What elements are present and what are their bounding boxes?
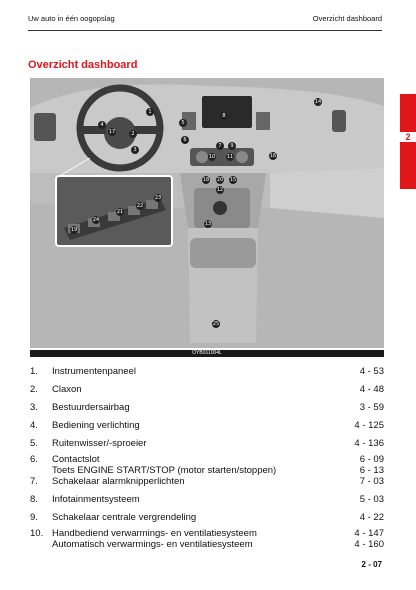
callout-22 <box>136 202 144 210</box>
item-page: 3 - 59 <box>359 402 384 413</box>
callout-4-label: 4 <box>100 122 104 128</box>
item-page-line2: 6 - 13 <box>359 465 384 476</box>
gear-knob <box>213 201 227 215</box>
item-number: 5. <box>30 438 38 449</box>
page-header-right: Overzicht dashboard <box>312 14 382 23</box>
item-label: Bestuurdersairbag <box>52 402 130 413</box>
item-page: 7 - 03 <box>359 476 384 487</box>
callout-7 <box>216 142 224 150</box>
callout-6 <box>181 136 189 144</box>
item-page: 4 - 22 <box>359 512 384 523</box>
climate-knob-right <box>236 151 248 163</box>
item-page: 4 - 136 <box>354 438 384 449</box>
callout-7-label: 7 <box>218 143 222 149</box>
callout-8-label: 8 <box>222 113 226 119</box>
callout-22-label: 22 <box>136 203 144 209</box>
callout-6-label: 6 <box>183 137 187 143</box>
callout-9-label: 9 <box>230 143 234 149</box>
center-vent-right <box>256 112 270 130</box>
callout-2 <box>129 130 137 138</box>
callout-13-label: 13 <box>204 221 212 227</box>
steering-spoke-right <box>134 126 158 134</box>
callout-18 <box>202 176 210 184</box>
callout-21 <box>116 208 124 216</box>
climate-knob-left <box>196 151 208 163</box>
callout-5-label: 5 <box>181 120 185 126</box>
item-page-line2: 4 - 160 <box>354 539 384 550</box>
callout-2-label: 2 <box>131 131 135 137</box>
item-label: Infotainmentsysteem <box>52 494 140 505</box>
callout-21-label: 21 <box>116 209 124 215</box>
callout-10-label: 10 <box>208 154 216 160</box>
page-header-left: Uw auto in één oogopslag <box>28 14 115 23</box>
callout-3-label: 3 <box>133 147 137 153</box>
callout-12 <box>216 186 224 194</box>
callout-18-label: 18 <box>202 177 210 183</box>
figure-caption: OYB011004L <box>30 350 384 357</box>
right-air-vent <box>332 110 346 132</box>
item-label-line1: Handbediend verwarmings- en ventilatiesysteem <box>52 528 257 539</box>
callout-19 <box>70 226 78 234</box>
callout-1-label: 1 <box>148 109 152 115</box>
item-label-line2: Toets ENGINE START/STOP (motor starten/stoppen) <box>52 465 277 476</box>
item-label: Ruitenwisser/-sproeier <box>52 438 147 449</box>
callout-20-label: 20 <box>216 177 224 183</box>
callout-23-label: 23 <box>154 195 162 201</box>
item-label: Schakelaar alarmknipperlichten <box>52 476 185 487</box>
callout-1 <box>146 108 154 116</box>
callout-23 <box>154 194 162 202</box>
callout-11-label: 11 <box>226 154 234 160</box>
item-page: 5 - 03 <box>359 494 384 505</box>
item-number: 1. <box>30 366 38 377</box>
callout-16-label: 16 <box>269 153 277 159</box>
section-title: Overzicht dashboard <box>28 59 138 71</box>
item-label: Bediening verlichting <box>52 420 140 431</box>
item-label-line1: Contactslot <box>52 454 100 465</box>
callout-15 <box>229 176 237 184</box>
callout-3 <box>131 146 139 154</box>
dashboard-drawing <box>30 78 384 348</box>
item-label: Instrumentenpaneel <box>52 366 136 377</box>
callout-9 <box>228 142 236 150</box>
armrest-top <box>190 238 256 268</box>
callout-16 <box>269 152 277 160</box>
callout-24 <box>92 216 100 224</box>
callout-10 <box>208 153 216 161</box>
header-rule <box>28 30 382 31</box>
item-page-line1: 4 - 147 <box>354 528 384 539</box>
item-number: 3. <box>30 402 38 413</box>
left-air-vent <box>34 113 56 141</box>
item-number: 4. <box>30 420 38 431</box>
item-label: Schakelaar centrale vergrendeling <box>52 512 197 523</box>
item-number: 6. <box>30 454 38 465</box>
callout-24-label: 24 <box>92 217 100 223</box>
item-label <box>52 454 276 476</box>
passenger-trim <box>270 168 384 218</box>
item-number: 10. <box>30 528 44 539</box>
item-page: 4 - 48 <box>359 384 384 395</box>
callout-19-label: 19 <box>70 227 78 233</box>
page-number: 2 - 07 <box>361 560 382 569</box>
item-page <box>354 528 384 550</box>
callout-11 <box>226 153 234 161</box>
item-number: 2. <box>30 384 38 395</box>
callout-4 <box>98 121 106 129</box>
item-label-line2: Automatisch verwarmings- en ventilatiesysteem <box>52 539 253 550</box>
item-page <box>360 454 384 476</box>
callout-14-label: 14 <box>314 99 322 105</box>
item-page-line1: 6 - 09 <box>359 454 384 465</box>
chapter-tab-number: 2 <box>400 132 416 142</box>
item-page: 4 - 125 <box>354 420 384 431</box>
callout-13 <box>204 220 212 228</box>
item-label <box>52 528 257 550</box>
callout-12-label: 12 <box>216 187 224 193</box>
callout-15-label: 15 <box>229 177 237 183</box>
item-number: 7. <box>30 476 38 487</box>
callout-17 <box>108 128 116 136</box>
callout-14 <box>314 98 322 106</box>
item-number: 9. <box>30 512 38 523</box>
callout-17-label: 17 <box>108 129 116 135</box>
callout-8 <box>220 112 228 120</box>
callout-20 <box>216 176 224 184</box>
item-number: 8. <box>30 494 38 505</box>
callout-5 <box>179 119 187 127</box>
item-page: 4 - 53 <box>359 366 384 377</box>
infotainment-screen <box>202 96 252 128</box>
callout-25 <box>212 320 220 328</box>
dashboard-illustration <box>30 78 384 348</box>
item-label: Claxon <box>52 384 82 395</box>
callout-25-label: 25 <box>212 321 220 327</box>
